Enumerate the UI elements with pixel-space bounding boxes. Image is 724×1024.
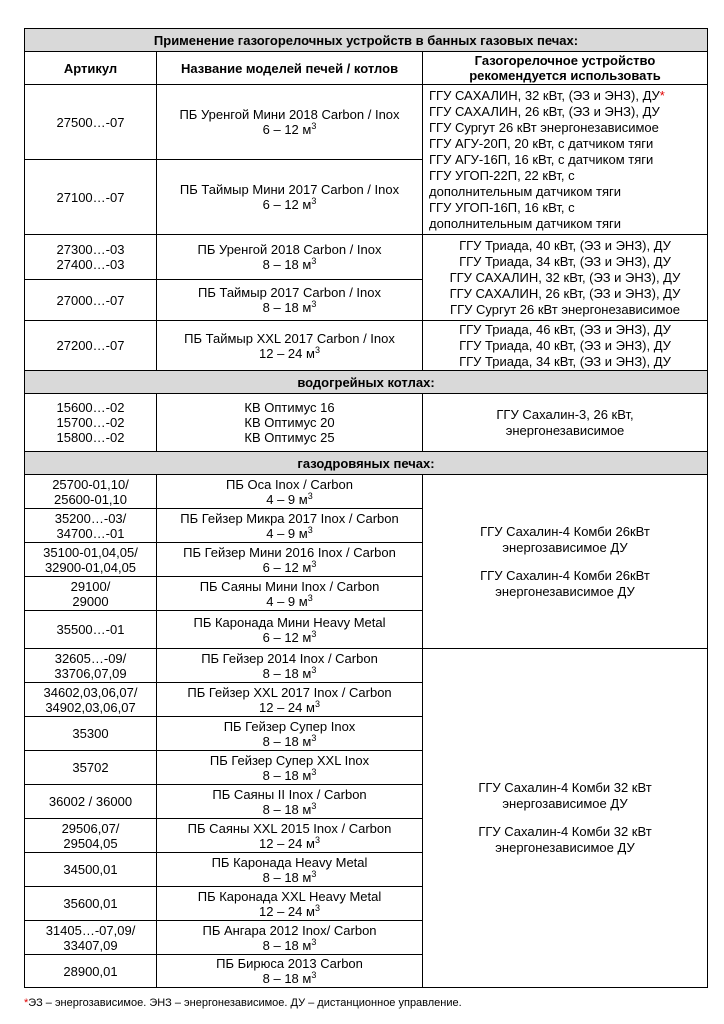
wood-article: 34500,01 — [25, 853, 157, 887]
footnote-text: ЭЗ – энергозависимое. ЭНЗ – энергонезависимое. ДУ – дистанционное управление. — [28, 997, 462, 1009]
table-title: Применение газогорелочных устройств в банных газовых печах: — [25, 29, 708, 52]
wood-model: ПБ Гейзер Мини 2016 Inox / Carbon 6 – 12 $м^3$ — [157, 543, 423, 577]
wood-article: 32605…-09/ 33706,07,09 — [25, 649, 157, 683]
wood-article: 34602,03,06,07/ 34902,03,06,07 — [25, 683, 157, 717]
wood-article: 35600,01 — [25, 887, 157, 921]
bath-article: 27200…-07 — [25, 321, 157, 371]
wood-section-title: газодровяных печах: — [25, 452, 708, 475]
footnote — [24, 997, 462, 1009]
wood-model: ПБ Оса Inox / Carbon 4 – 9 $м^3$ — [157, 475, 423, 509]
wood-article: 25700-01,10/ 25600-01,10 — [25, 475, 157, 509]
wood-model: ПБ Гейзер Супер XXL Inox 8 – 18 $м^3$ — [157, 751, 423, 785]
wood-group1-device: ГГУ Сахалин-4 Комби 26кВт энергозависимое ДУ ГГУ Сахалин-4 Комби 26кВт энергонезависимое ДУ — [423, 475, 708, 649]
header-model: Название моделей печей / котлов — [157, 52, 423, 85]
boiler-device: ГГУ Сахалин-3, 26 кВт, энергонезависимое — [423, 394, 708, 452]
bath-model: ПБ Таймыр 2017 Carbon / Inox 8 – 18 $м^3$ — [157, 280, 423, 321]
wood-model: ПБ Саяны Мини Inox / Carbon 4 – 9 $м^3$ — [157, 577, 423, 611]
boiler-articles: 15600…-02 15700…-02 15800…-02 — [25, 394, 157, 452]
footnote-star: * — [24, 997, 29, 1009]
wood-article: 29506,07/ 29504,05 — [25, 819, 157, 853]
wood-model: ПБ Каронада XXL Heavy Metal 12 – 24 $м^3$ — [157, 887, 423, 921]
wood-article: 35100-01,04,05/ 32900-01,04,05 — [25, 543, 157, 577]
wood-article: 35200…-03/ 34700…-01 — [25, 509, 157, 543]
wood-model: ПБ Каронада Heavy Metal 8 – 18 $м^3$ — [157, 853, 423, 887]
wood-model: ПБ Гейзер XXL 2017 Inox / Carbon 12 – 24 $м^3$ — [157, 683, 423, 717]
wood-model: ПБ Гейзер Микра 2017 Inox / Carbon 4 – 9 $м^3$ — [157, 509, 423, 543]
bath-devices-a: ГГУ САХАЛИН, 32 кВт, (ЭЗ и ЭНЗ), ДУ* ГГУ САХАЛИН, 26 кВт, (ЭЗ и ЭНЗ), ДУ ГГУ Сургут 26 кВт энергонезависимое ГГУ АГУ-20П, 20 кВт, с датчиком тяги ГГУ АГУ-16П, 16 кВт, с датчиком тяги ГГУ УГОП-22П, 22 кВт, с дополнительным датчиком тяги ГГУ УГОП-16П, 16 кВт, с дополнительным датчиком тяги — [423, 85, 708, 235]
wood-article: 36002 / 36000 — [25, 785, 157, 819]
burner-application-table — [24, 28, 708, 988]
wood-model: ПБ Бирюса 2013 Carbon 8 – 18 $м^3$ — [157, 955, 423, 988]
wood-article: 35702 — [25, 751, 157, 785]
wood-group2-device: ГГУ Сахалин-4 Комби 32 кВт энергозависимое ДУ ГГУ Сахалин-4 Комби 32 кВт энергонезависимое ДУ — [423, 649, 708, 988]
wood-model: ПБ Саяны XXL 2015 Inox / Carbon 12 – 24 $м^3$ — [157, 819, 423, 853]
header-device: Газогорелочное устройство рекомендуется использовать — [423, 52, 708, 85]
bath-model: ПБ Уренгой Мини 2018 Carbon / Inox 6 – 12 $м^3$ — [157, 85, 423, 160]
footnote-star: * — [659, 87, 665, 103]
wood-model: ПБ Гейзер 2014 Inox / Carbon 8 – 18 $м^3$ — [157, 649, 423, 683]
wood-article: 29100/ 29000 — [25, 577, 157, 611]
bath-model: ПБ Таймыр XXL 2017 Carbon / Inox 12 – 24 $м^3$ — [157, 321, 423, 371]
wood-article: 31405…-07,09/ 33407,09 — [25, 921, 157, 955]
wood-model: ПБ Каронада Мини Heavy Metal 6 – 12 $м^3$ — [157, 611, 423, 649]
boilers-section-title: водогрейных котлах: — [25, 371, 708, 394]
bath-devices-c: ГГУ Триада, 46 кВт, (ЭЗ и ЭНЗ), ДУ ГГУ Триада, 40 кВт, (ЭЗ и ЭНЗ), ДУ ГГУ Триада, 34 кВт, (ЭЗ и ЭНЗ), ДУ — [423, 321, 708, 371]
bath-devices-b: ГГУ Триада, 40 кВт, (ЭЗ и ЭНЗ), ДУ ГГУ Триада, 34 кВт, (ЭЗ и ЭНЗ), ДУ ГГУ САХАЛИН, 32 кВт, (ЭЗ и ЭНЗ), ДУ ГГУ САХАЛИН, 26 кВт, (ЭЗ и ЭНЗ), ДУ ГГУ Сургут 26 кВт энергонезависимое — [423, 235, 708, 321]
wood-article: 35300 — [25, 717, 157, 751]
boiler-models: КВ Оптимус 16 КВ Оптимус 20 КВ Оптимус 25 — [157, 394, 423, 452]
wood-model: ПБ Ангара 2012 Inox/ Carbon 8 – 18 $м^3$ — [157, 921, 423, 955]
wood-model: ПБ Саяны II Inox / Carbon 8 – 18 $м^3$ — [157, 785, 423, 819]
bath-model: ПБ Таймыр Мини 2017 Carbon / Inox 6 – 12 $м^3$ — [157, 160, 423, 235]
bath-article: 27500…-07 — [25, 85, 157, 160]
wood-article: 35500…-01 — [25, 611, 157, 649]
bath-article: 27100…-07 — [25, 160, 157, 235]
wood-model: ПБ Гейзер Супер Inox 8 – 18 $м^3$ — [157, 717, 423, 751]
header-article: Артикул — [25, 52, 157, 85]
bath-model: ПБ Уренгой 2018 Carbon / Inox 8 – 18 $м^3$ — [157, 235, 423, 280]
bath-article: 27300…-03 27400…-03 — [25, 235, 157, 280]
bath-article: 27000…-07 — [25, 280, 157, 321]
wood-article: 28900,01 — [25, 955, 157, 988]
